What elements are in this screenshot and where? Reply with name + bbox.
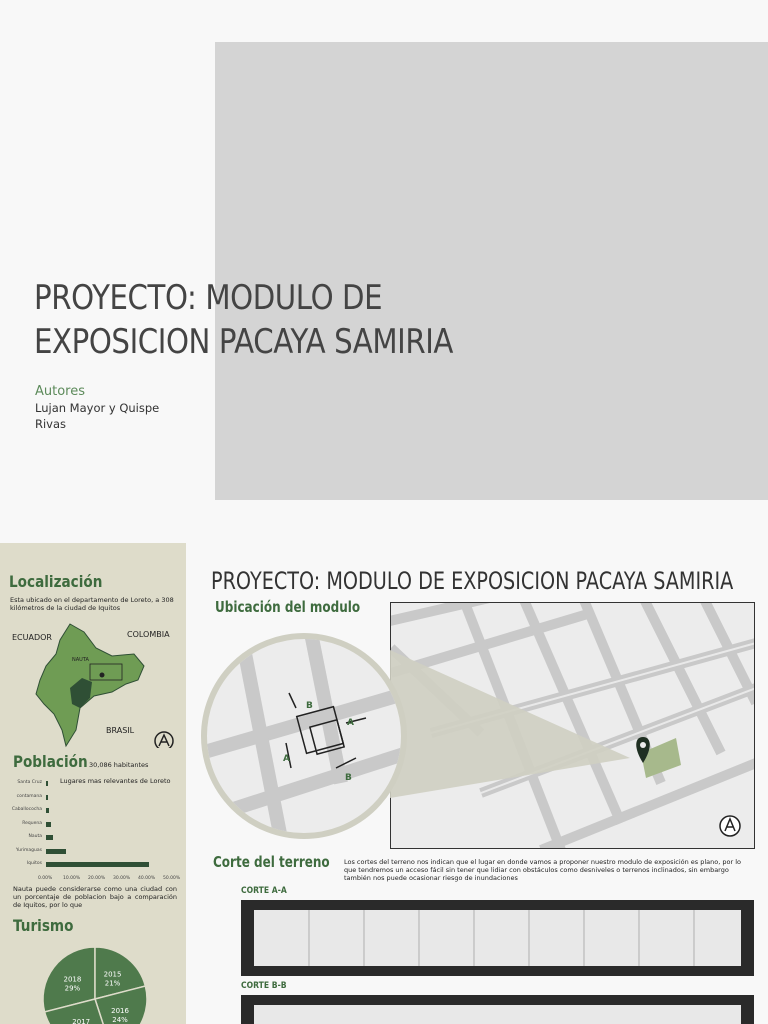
x-tick-label: 20.00% [88, 876, 106, 881]
authors-line-2: Rivas [35, 417, 67, 431]
localizacion-text: Esta ubicado en el departamento de Loreto, a 308 kilómetros de la ciudad de Iquitos [10, 596, 174, 612]
bar-label: contamana [16, 793, 42, 799]
bar-label: Santa Cruz [17, 780, 42, 785]
label-brasil: BRASIL [106, 726, 135, 735]
profile-a-grid [254, 910, 741, 966]
section-mark-a-1: A [283, 754, 290, 764]
label-ecuador: ECUADOR [12, 633, 52, 642]
profile-a-area [254, 910, 741, 966]
section-mark-b-2: B [345, 773, 352, 783]
bar [46, 781, 48, 786]
bar [46, 822, 51, 827]
poblacion-count: 30,086 habitantes [89, 761, 149, 769]
turismo-heading: Turismo [13, 916, 74, 935]
info-panel [0, 543, 186, 1024]
pie-slice-label: 2015 [103, 970, 122, 979]
corte-text: Los cortes del terreno nos indican que el lugar en donde vamos a proponer nuestro modulo de exposición es plano, por lo que tendremos un acceso fácil sin tener que lidiar con obstáculos como desniveles o terrenos inclinados, sin embargo también nos puede ocasionar riesgo de inundaciones [344, 858, 742, 882]
corte-b-label: CORTE B-B [241, 981, 287, 991]
bar [46, 835, 53, 840]
authors-names [35, 400, 185, 432]
bar-label: Iquitos [26, 861, 42, 866]
bar-chart-title: Lugares mas relevantes de Loreto [60, 777, 171, 785]
x-tick-label: 0.00% [38, 876, 53, 881]
pie-slice-label: 2016 [111, 1006, 129, 1015]
tourism-pie-chart [40, 939, 150, 1024]
north-arrow-icon [155, 732, 173, 748]
bar [46, 849, 66, 854]
corte-b-profile [241, 995, 754, 1024]
bar-label: Nauta [28, 834, 42, 839]
authors-label: Autores [35, 384, 86, 399]
slide2-title: PROYECTO: MODULO DE EXPOSICION PACAYA SAMIRIA [211, 567, 734, 595]
section-mark-a-2: A [347, 718, 354, 728]
label-colombia: COLOMBIA [127, 630, 170, 639]
title-line-2: EXPOSICION PACAYA SAMIRIA [34, 322, 454, 362]
ubicacion-heading: Ubicación del modulo [215, 598, 361, 616]
pie-slice-label: 2018 [63, 975, 82, 984]
poblacion-note: Nauta puede considerarse como una ciudad con un porcentaje de poblacion bajo a comparación de Iquitos, por lo que [13, 885, 177, 909]
bar-label: Caballococha [11, 807, 42, 812]
corte-heading: Corte del terreno [213, 853, 330, 871]
x-tick-label: 40.00% [138, 876, 156, 881]
bar [46, 808, 49, 813]
pie-slice-value: 29% [64, 984, 81, 993]
image-placeholder [215, 42, 768, 500]
bar-label: Yurimaguas [15, 847, 42, 853]
x-tick-label: 10.00% [63, 876, 81, 881]
bar-label: Requena [22, 820, 42, 826]
x-tick-label: 50.00% [163, 876, 181, 881]
localizacion-heading: Localización [9, 572, 103, 591]
pie-slice-label: 2017 [72, 1018, 91, 1024]
title-line-1: PROYECTO: MODULO DE [34, 278, 383, 318]
bar [46, 795, 48, 800]
corte-a-profile [241, 900, 754, 976]
label-nauta: NAUTA [72, 657, 89, 663]
poblacion-heading: Población [13, 752, 88, 771]
pie-slice-value: 21% [104, 979, 121, 988]
project-slide [0, 543, 768, 1024]
north-arrow-icon-2 [720, 816, 740, 836]
page-title [34, 276, 481, 364]
zoom-circle [201, 633, 407, 839]
corte-a-label: CORTE A-A [241, 886, 287, 896]
nauta-dot [100, 673, 105, 678]
bar [46, 862, 149, 867]
authors-line-1: Lujan Mayor y Quispe [35, 401, 160, 415]
pie-slice-value: 24% [112, 1015, 128, 1024]
x-tick-label: 30.00% [113, 876, 131, 881]
section-mark-b-1: B [306, 701, 313, 711]
profile-b-area [254, 1005, 741, 1024]
